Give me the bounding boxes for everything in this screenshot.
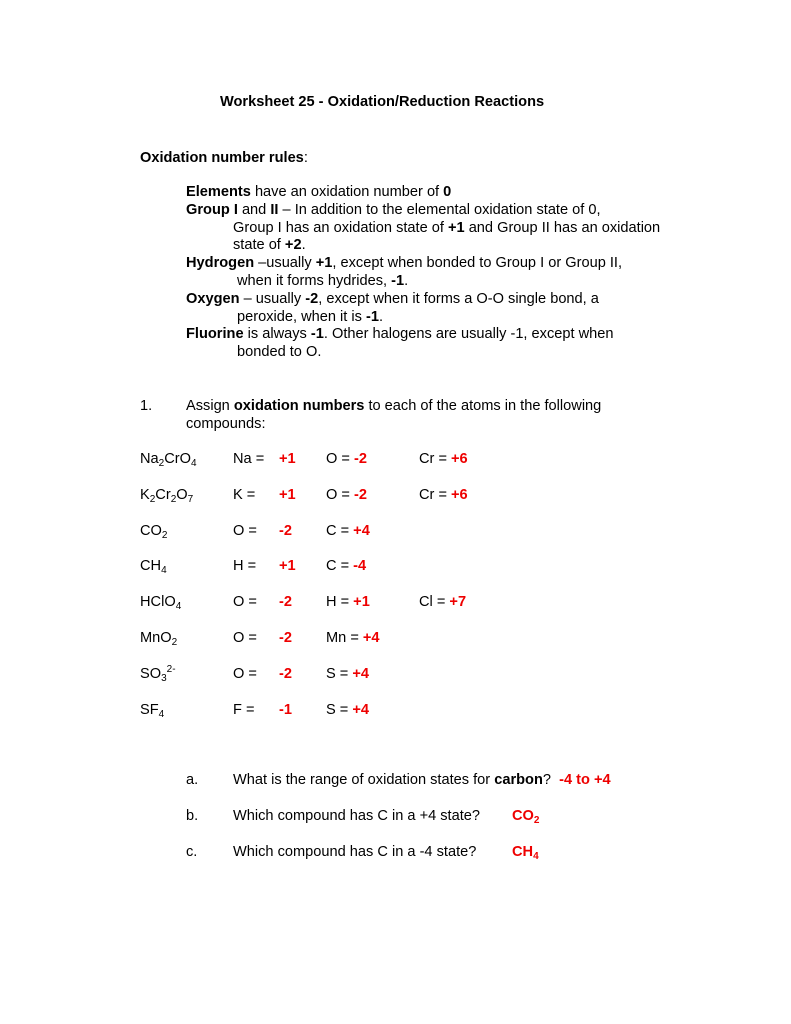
rule-term: Hydrogen: [186, 255, 255, 271]
rule-value: +1: [448, 220, 465, 236]
oxidation-number: +1: [279, 451, 296, 467]
question-text-bold: oxidation numbers: [233, 398, 365, 414]
formula-text: HClO: [140, 594, 176, 610]
subq-text-bold: carbon: [494, 772, 543, 788]
atom-label-text: C =: [326, 523, 354, 539]
formula-subscript: 2: [149, 494, 156, 505]
rule-text: and Group II has an oxidation: [464, 220, 661, 236]
oxidation-number: +4: [352, 702, 370, 718]
rule-value: -1: [310, 326, 324, 342]
question-number: 1.: [140, 398, 153, 414]
formula-subscript: 2: [158, 458, 165, 469]
rule-text: peroxide, when it is: [237, 309, 366, 325]
answer-formula: CH: [512, 844, 534, 860]
rule-term: II: [270, 202, 279, 218]
rules-heading-text: Oxidation number rules: [140, 150, 304, 166]
oxidation-number: -2: [279, 666, 292, 682]
rule-value: +2: [284, 237, 302, 253]
atom-label-text: Mn =: [326, 630, 363, 646]
rule-value: +1: [315, 255, 333, 271]
oxidation-number: +7: [449, 594, 467, 610]
compound-formula: [140, 593, 181, 611]
question-text: [186, 397, 601, 415]
rule-text: , except when it forms a O-O single bond, a: [318, 291, 599, 307]
rule-text: .: [301, 237, 306, 253]
oxidation-number: +1: [279, 558, 296, 574]
oxidation-number: -2: [279, 630, 292, 646]
question-text-prefix: Assign: [186, 398, 234, 414]
subq-text: What is the range of oxidation states for: [233, 772, 495, 788]
oxidation-number: +6: [451, 487, 468, 503]
atom-label-text: Cr =: [419, 451, 452, 467]
rule-value: -1: [365, 309, 379, 325]
rule-text: .: [378, 309, 384, 325]
atom-label: [419, 593, 466, 611]
atom-label-text: Cr =: [419, 487, 452, 503]
rules-heading: [140, 149, 308, 167]
subq-c-label: c.: [186, 844, 198, 860]
formula-text: CrO: [164, 451, 191, 467]
atom-label: [326, 593, 370, 611]
atom-label-text: O =: [326, 451, 354, 467]
rule-text: , except when bonded to Group I or Group II,: [332, 255, 623, 271]
formula-text: Cr: [155, 487, 171, 503]
subq-c-answer: [512, 843, 539, 861]
rule-text: when it forms hydrides,: [237, 273, 392, 289]
compound-formula: [140, 665, 176, 683]
formula-text: O: [176, 487, 188, 503]
rule-text: and: [237, 202, 271, 218]
formula-text: Na: [140, 451, 159, 467]
rule-term: Oxygen: [186, 291, 240, 307]
answer-subscript: 2: [533, 815, 540, 826]
compound-formula: [140, 557, 167, 575]
atom-label: O =: [233, 523, 257, 539]
rule-elements: [186, 183, 451, 201]
rule-text: is always: [243, 326, 311, 342]
rule-oxygen-line2: [237, 308, 383, 326]
answer-formula: CO: [512, 808, 534, 824]
compound-formula: [140, 522, 167, 540]
rule-term: Group I: [186, 202, 238, 218]
atom-label: H =: [233, 558, 257, 574]
subq-answer: -4 to +4: [559, 772, 611, 788]
atom-label-text: O =: [326, 487, 354, 503]
atom-label: [419, 450, 468, 468]
rule-oxygen-line1: [186, 290, 599, 308]
formula-subscript: 7: [187, 494, 194, 505]
rule-group-line1: [186, 201, 601, 219]
oxidation-number: -1: [279, 702, 292, 718]
atom-label-text: C =: [326, 558, 354, 574]
formula-superscript: 2-: [166, 664, 176, 675]
formula-subscript: 3: [161, 673, 167, 684]
rule-fluorine-line2: bonded to O.: [237, 344, 322, 360]
rule-hydrogen-line2: [237, 272, 408, 290]
rule-text: Group I has an oxidation state of: [233, 220, 448, 236]
subq-a-text: [233, 771, 611, 789]
subq-b-label: b.: [186, 808, 199, 824]
rule-group-line2: [233, 219, 660, 237]
atom-label-text: Cl =: [419, 594, 450, 610]
oxidation-number: -4: [353, 558, 367, 574]
subq-b-answer: [512, 807, 539, 825]
atom-label: F =: [233, 702, 255, 718]
atom-label: [326, 486, 367, 504]
rule-text: – usually: [239, 291, 306, 307]
atom-label: [326, 665, 369, 683]
page-title: Worksheet 25 - Oxidation/Reduction Reactions: [220, 94, 545, 110]
atom-label: [326, 629, 380, 647]
oxidation-number: +1: [279, 487, 296, 503]
rule-text: have an oxidation number of: [250, 184, 444, 200]
atom-label-text: S =: [326, 702, 353, 718]
oxidation-number: +4: [353, 523, 370, 539]
formula-subscript: 2: [171, 637, 178, 648]
question-text-line2: compounds:: [186, 416, 266, 432]
atom-label: O =: [233, 666, 257, 682]
atom-label-text: H =: [326, 594, 354, 610]
rules-heading-colon: :: [303, 150, 308, 166]
rule-hydrogen-line1: [186, 254, 622, 272]
subq-text: ?: [542, 772, 551, 788]
atom-label: K =: [233, 487, 256, 503]
rule-term: Fluorine: [186, 326, 244, 342]
atom-label: [326, 522, 370, 540]
rule-group-line3: [233, 236, 306, 254]
rule-value: -2: [305, 291, 319, 307]
atom-label-text: S =: [326, 666, 353, 682]
atom-label: O =: [233, 594, 257, 610]
formula-text: K: [140, 487, 150, 503]
atom-label: [419, 486, 468, 504]
oxidation-number: +1: [353, 594, 370, 610]
formula-text: CH: [140, 558, 162, 574]
oxidation-number: -2: [353, 487, 367, 503]
rule-value: 0: [443, 184, 452, 200]
atom-label: O =: [233, 630, 257, 646]
compound-formula: [140, 450, 197, 468]
answer-subscript: 4: [533, 851, 539, 862]
rule-text: .: [404, 273, 409, 289]
formula-subscript: 2: [161, 530, 168, 541]
subq-b-text: Which compound has C in a +4 state?: [233, 808, 481, 824]
subq-c-text: Which compound has C in a -4 state?: [233, 844, 477, 860]
atom-label: [326, 701, 369, 719]
formula-text: CO: [140, 523, 162, 539]
oxidation-number: -2: [279, 523, 292, 539]
formula-text: SO: [140, 666, 162, 682]
formula-subscript: 4: [190, 458, 197, 469]
atom-label: [326, 450, 367, 468]
rule-text: . Other halogens are usually -1, except when: [323, 326, 614, 342]
rule-term: Elements: [186, 184, 251, 200]
rule-text: state of: [233, 237, 285, 253]
rule-text: – In addition to the elemental oxidation state of 0,: [278, 202, 601, 218]
atom-label: Na =: [233, 451, 265, 467]
atom-label: [326, 557, 366, 575]
formula-subscript: 4: [161, 565, 167, 576]
formula-text: MnO: [140, 630, 172, 646]
oxidation-number: -2: [279, 594, 292, 610]
compound-formula: [140, 486, 193, 504]
formula-subscript: 4: [158, 709, 165, 720]
oxidation-number: +6: [451, 451, 468, 467]
question-text-suffix: to each of the atoms in the following: [364, 398, 602, 414]
compound-formula: [140, 629, 177, 647]
formula-text: SF: [140, 702, 159, 718]
formula-subscript: 4: [175, 601, 182, 612]
oxidation-number: +4: [352, 666, 370, 682]
formula-subscript: 2: [170, 494, 177, 505]
subq-a-label: a.: [186, 772, 199, 788]
oxidation-number: +4: [362, 630, 380, 646]
compound-formula: [140, 701, 164, 719]
rule-text: –usually: [254, 255, 316, 271]
oxidation-number: -2: [353, 451, 367, 467]
rule-fluorine-line1: [186, 325, 613, 343]
rule-value: -1: [391, 273, 405, 289]
